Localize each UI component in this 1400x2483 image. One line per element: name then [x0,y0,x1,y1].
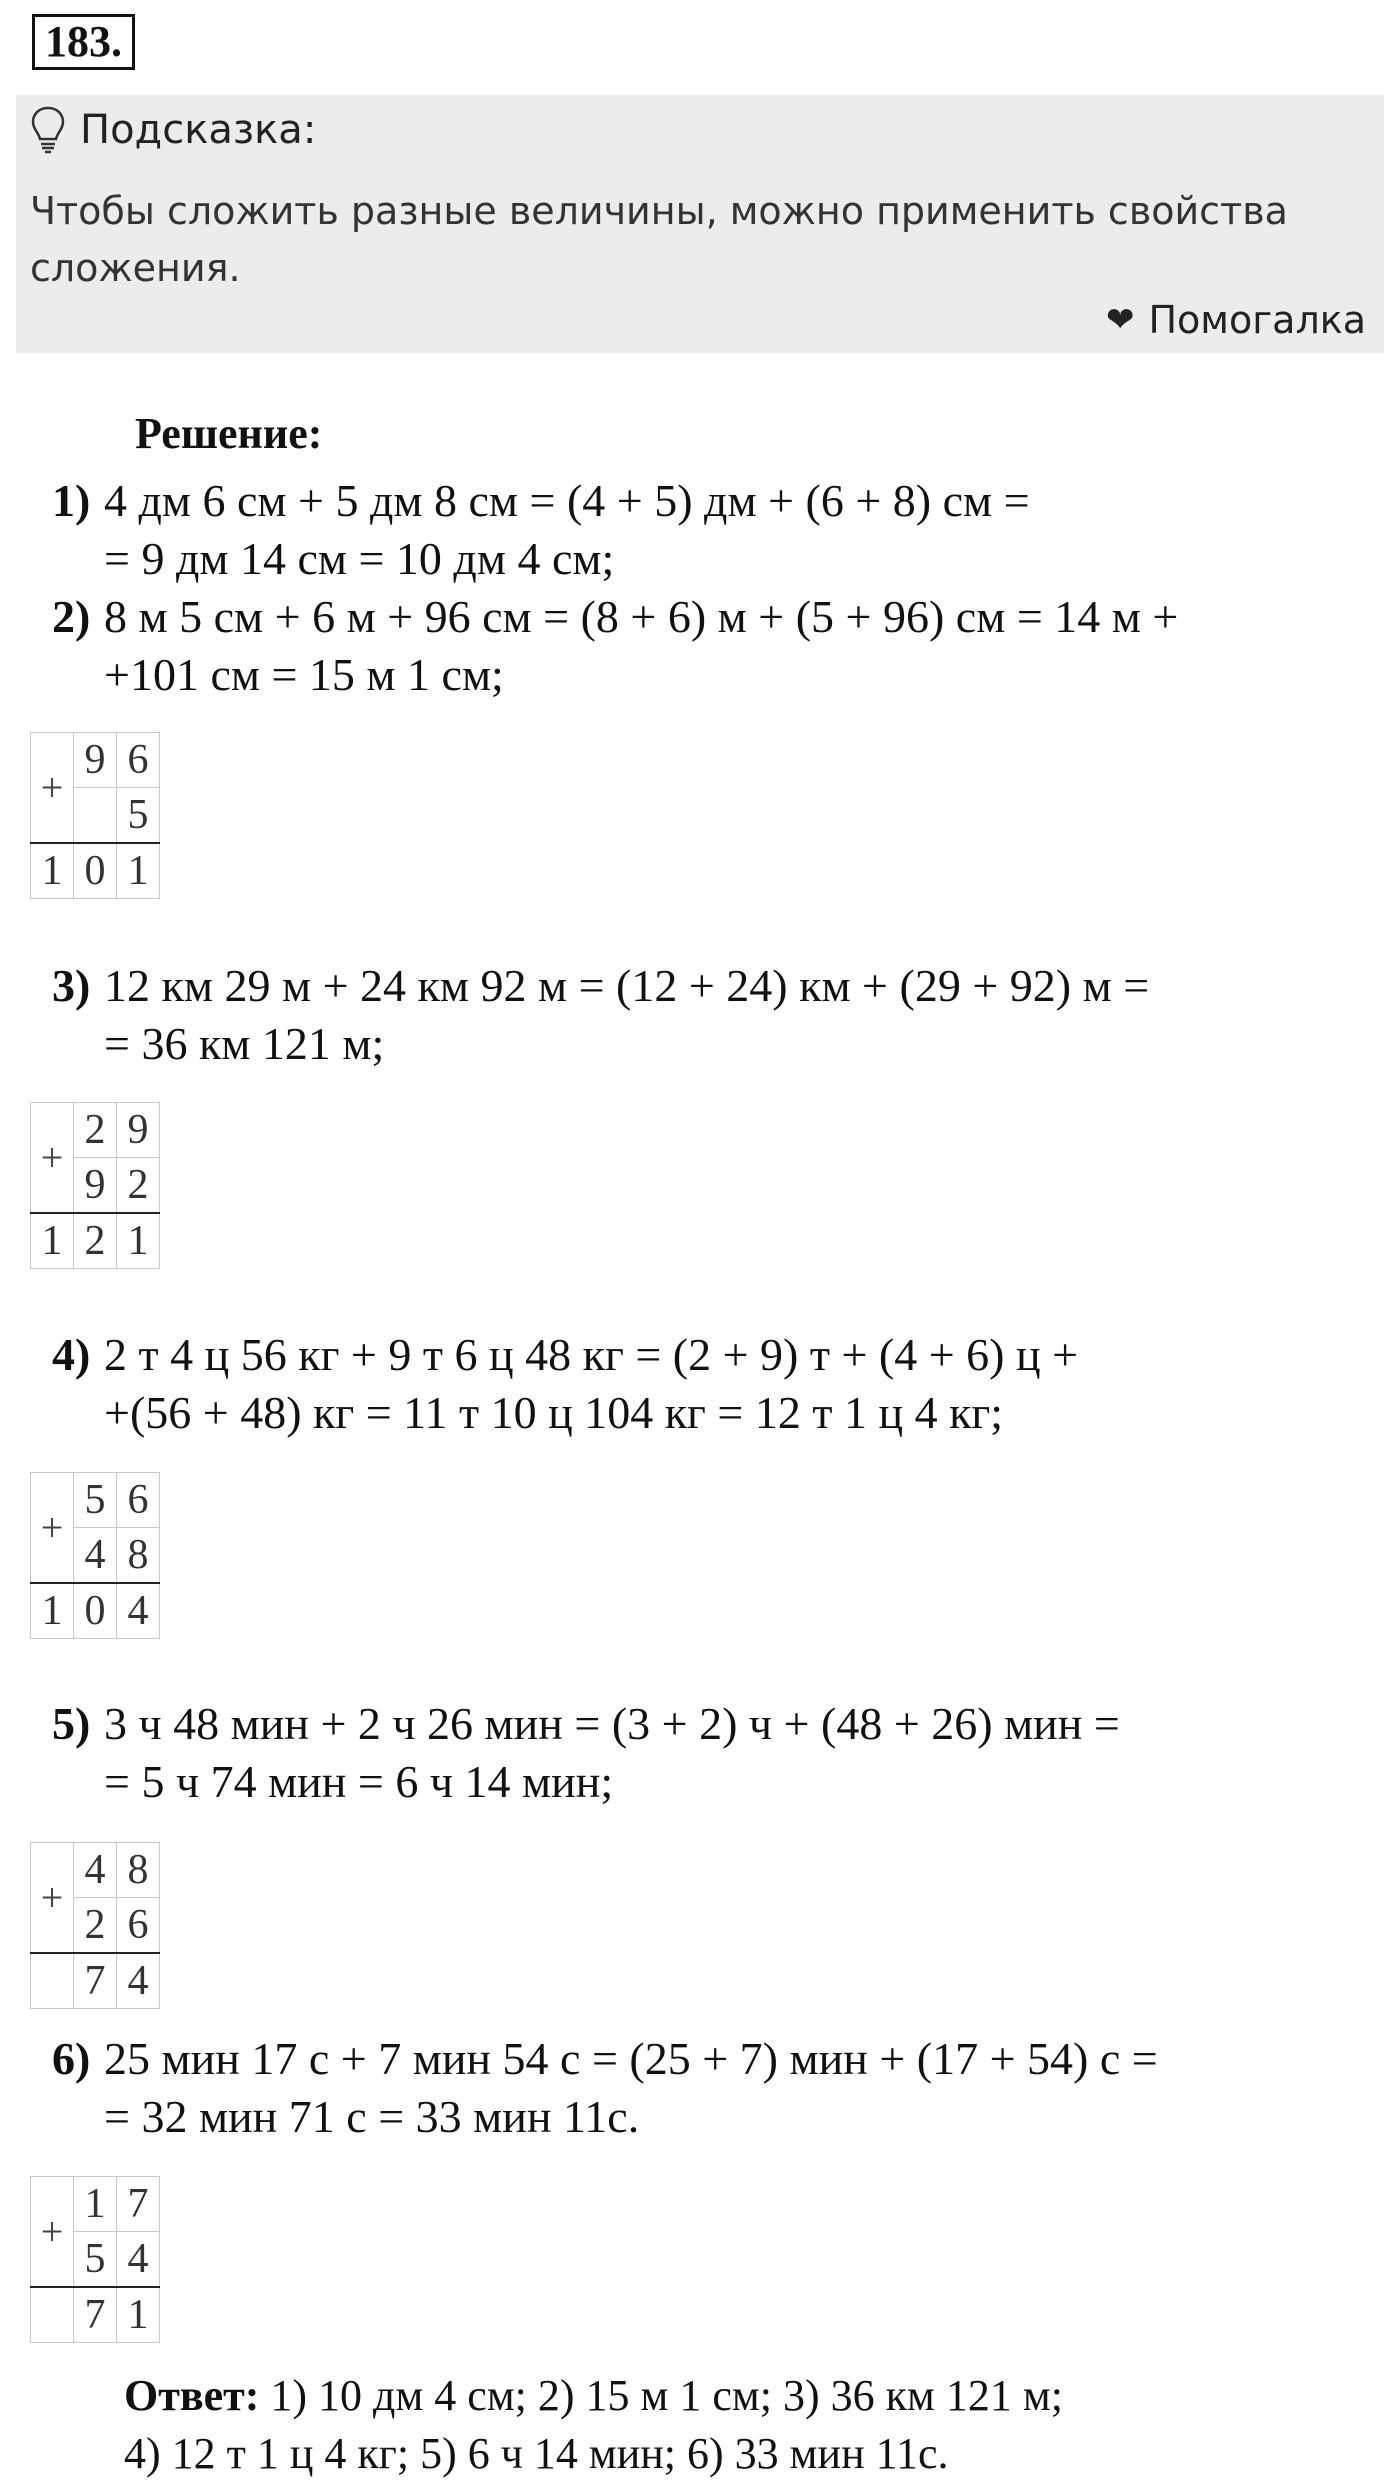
digit-cell: 9 [117,1103,160,1158]
task-number: 183. [32,14,135,70]
item-line: 8 м 5 см + 6 м + 96 см = (8 + 6) м + (5 + 96) см = 14 м + [104,591,1179,642]
answer-line: 1) 10 дм 4 см; 2) 15 м 1 см; 3) 36 км 121 м; [259,2371,1063,2420]
digit-cell: 6 [117,1473,160,1528]
hint-header [30,105,316,155]
digit-cell: 1 [117,1213,160,1269]
digit-cell: 0 [74,843,117,899]
digit-cell: 4 [117,1583,160,1639]
item-line: 2 т 4 ц 56 кг + 9 т 6 ц 48 кг = (2 + 9) т + (4 + 6) ц + [104,1329,1079,1380]
item-number: 1) [52,475,91,526]
digit-cell [74,788,117,844]
solution-item-5 [52,1695,1120,1811]
helper-label: Помогалка [1148,298,1366,342]
helper-link[interactable] [1106,298,1366,342]
solution-item-3 [52,957,1149,1073]
item-number: 2) [52,591,91,642]
solution-title: Решение: [135,409,323,458]
digit-cell: 1 [31,1213,74,1269]
hint-title: Подсказка: [80,107,317,153]
item-number: 5) [52,1698,91,1749]
answer-line: 4) 12 т 1 ц 4 кг; 5) 6 ч 14 мин; 6) 33 мин 11с. [124,2429,949,2478]
item-line: 25 мин 17 с + 7 мин 54 с = (25 + 7) мин + (17 + 54) с = [104,2033,1158,2084]
digit-cell: 5 [74,2232,117,2288]
digit-cell: 4 [117,2232,160,2288]
digit-cell: 4 [117,1953,160,2009]
digit-cell: 1 [117,2287,160,2343]
digit-cell [31,2287,74,2343]
digit-cell: 1 [31,1583,74,1639]
digit-cell: 4 [74,1843,117,1898]
digit-cell: 2 [74,1213,117,1269]
item-number: 6) [52,2033,91,2084]
plus-sign: + [31,733,74,844]
digit-cell: 7 [117,2177,160,2232]
digit-cell: 8 [117,1528,160,1584]
item-line: 4 дм 6 см + 5 дм 8 см = (4 + 5) дм + (6 + 8) см = [104,475,1030,526]
lightbulb-icon [30,105,66,155]
digit-cell: 7 [74,1953,117,2009]
heart-icon: ❤ [1105,300,1135,340]
digit-cell: 6 [117,1898,160,1954]
solution-item-6 [52,2030,1158,2146]
column-addition-2 [30,1102,160,1269]
digit-cell: 9 [74,1158,117,1214]
solution-item-2 [52,588,1178,704]
digit-cell: 8 [117,1843,160,1898]
digit-cell: 1 [74,2177,117,2232]
digit-cell: 2 [117,1158,160,1214]
digit-cell [31,1953,74,2009]
item-line: +(56 + 48) кг = 11 т 10 ц 104 кг = 12 т 1 ц 4 кг; [104,1387,1004,1438]
digit-cell: 1 [31,843,74,899]
item-line: = 5 ч 74 мин = 6 ч 14 мин; [104,1756,614,1807]
solution-item-1 [52,472,1030,588]
column-addition-1 [30,732,160,899]
item-line: 12 км 29 м + 24 км 92 м = (12 + 24) км + (29 + 92) м = [104,960,1150,1011]
solution-item-4 [52,1326,1078,1442]
column-addition-5 [30,2176,160,2343]
column-addition-3 [30,1472,160,1639]
item-line: = 9 дм 14 см = 10 дм 4 см; [104,533,615,584]
plus-sign: + [31,2177,74,2288]
answer-label: Ответ: [124,2371,260,2420]
hint-box [16,95,1384,353]
item-number: 3) [52,960,91,1011]
digit-cell: 5 [117,788,160,844]
hint-text: Чтобы сложить разные величины, можно применить свойства сложения. [30,189,1288,290]
digit-cell: 7 [74,2287,117,2343]
digit-cell: 4 [74,1528,117,1584]
digit-cell: 9 [74,733,117,788]
digit-cell: 5 [74,1473,117,1528]
plus-sign: + [31,1473,74,1584]
item-number: 4) [52,1329,91,1380]
item-line: = 32 мин 71 с = 33 мин 11с. [104,2091,640,2142]
plus-sign: + [31,1843,74,1954]
digit-cell: 1 [117,843,160,899]
digit-cell: 2 [74,1103,117,1158]
digit-cell: 6 [117,733,160,788]
item-line: +101 см = 15 м 1 см; [104,649,504,700]
digit-cell: 2 [74,1898,117,1954]
item-line: 3 ч 48 мин + 2 ч 26 мин = (3 + 2) ч + (48 + 26) мин = [104,1698,1120,1749]
digit-cell: 0 [74,1583,117,1639]
item-line: = 36 км 121 м; [104,1018,385,1069]
plus-sign: + [31,1103,74,1214]
column-addition-4 [30,1842,160,2009]
